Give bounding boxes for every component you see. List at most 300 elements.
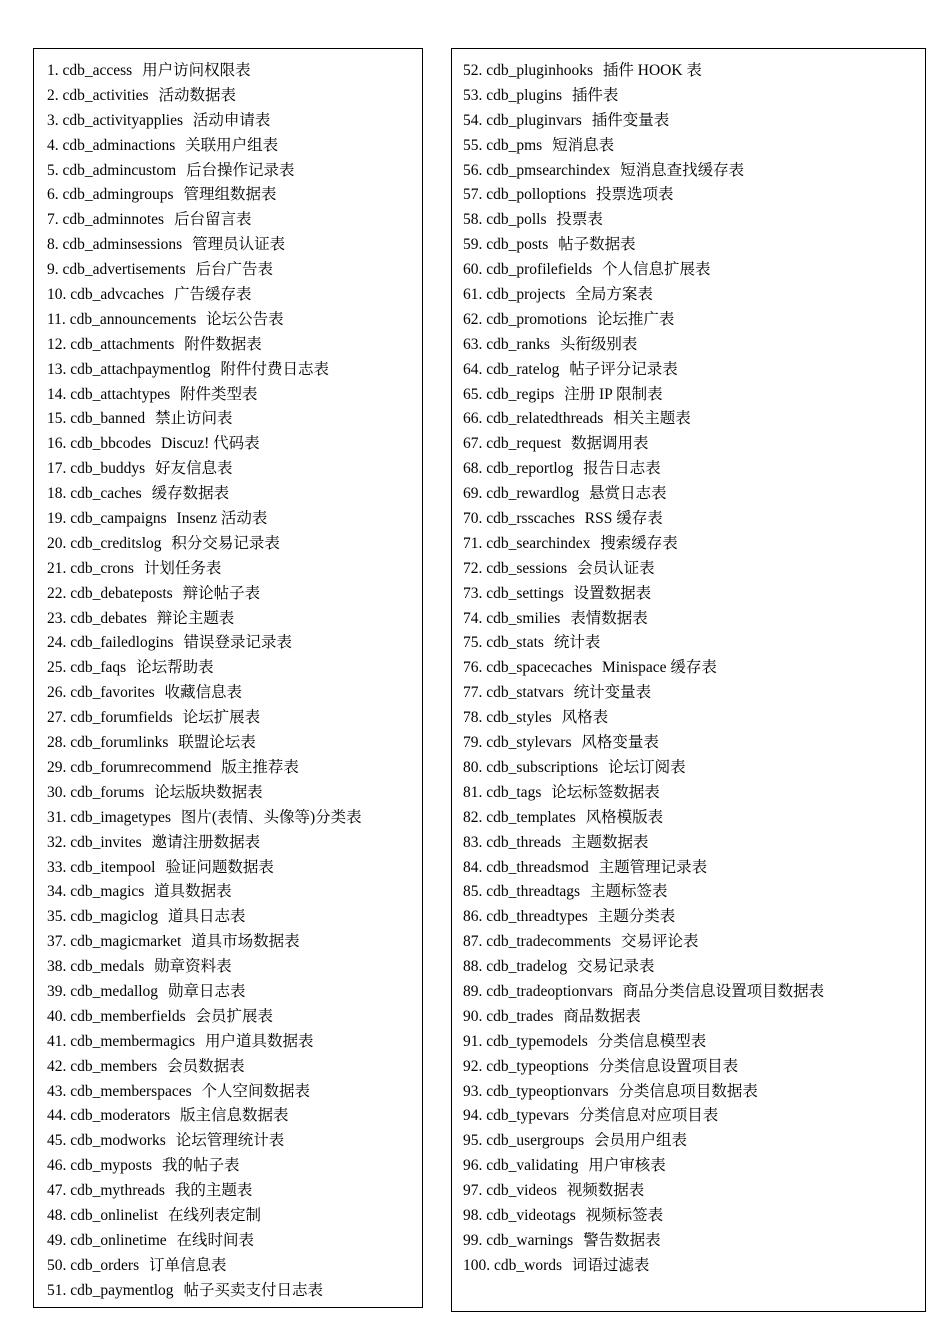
table-description: 辩论主题表 (156, 609, 235, 627)
entry-number: 22. (47, 584, 67, 602)
entry-number: 10. (47, 286, 67, 304)
list-item (47, 856, 362, 881)
table-name: cdb_templates (486, 808, 576, 826)
table-name: cdb_favorites (70, 684, 155, 702)
table-name: cdb_invites (70, 833, 142, 851)
table-description: 附件付费日志表 (220, 360, 329, 378)
table-name: cdb_stats (486, 634, 544, 652)
list-item (47, 532, 362, 557)
entry-number: 57. (463, 186, 483, 204)
left-table-list (47, 59, 362, 1304)
table-description: 插件 HOOK 表 (602, 62, 702, 79)
table-name: cdb_members (70, 1057, 158, 1075)
table-description: 禁止访问表 (155, 410, 233, 428)
table-description: 辩论帖子表 (182, 584, 261, 602)
entry-number: 82. (463, 808, 483, 826)
table-description: 活动数据表 (158, 86, 236, 104)
table-name: cdb_pmsearchindex (486, 161, 611, 179)
entry-number: 83. (463, 833, 483, 851)
entry-number: 87. (463, 933, 483, 951)
table-name: cdb_warnings (486, 1231, 574, 1249)
table-name: cdb_medals (70, 958, 145, 976)
list-item (47, 1005, 362, 1030)
table-description: 邀请注册数据表 (151, 833, 261, 851)
table-description: 在线时间表 (176, 1231, 255, 1249)
table-description: 用户道具数据表 (204, 1032, 314, 1050)
list-item (463, 631, 824, 656)
table-name: cdb_paymentlog (70, 1281, 174, 1299)
list-item (47, 731, 362, 756)
list-item (463, 432, 824, 457)
table-name: cdb_faqs (70, 659, 127, 677)
table-description: 个人信息扩展表 (602, 261, 711, 279)
table-name: cdb_tags (486, 783, 542, 801)
entry-number: 61. (463, 286, 483, 304)
list-item (463, 308, 824, 333)
table-name: cdb_magics (70, 883, 145, 901)
list-item (47, 656, 362, 681)
list-item (463, 731, 824, 756)
list-item (463, 831, 824, 856)
list-item (47, 930, 362, 955)
table-description: 论坛标签数据表 (551, 783, 660, 801)
table-description: 道具市场数据表 (191, 933, 300, 951)
entry-number: 35. (47, 908, 67, 926)
table-description: 统计变量表 (573, 684, 652, 702)
table-name: cdb_settings (486, 584, 564, 602)
table-name: cdb_forumfields (70, 709, 173, 727)
table-name: cdb_tradelog (486, 958, 568, 976)
entry-number: 66. (463, 410, 483, 428)
entry-number: 44. (47, 1107, 67, 1125)
table-name: cdb_threads (486, 833, 562, 851)
entry-number: 16. (47, 435, 67, 453)
table-name: cdb_imagetypes (70, 808, 171, 826)
list-item (47, 59, 362, 84)
list-item (47, 1204, 362, 1229)
entry-number: 18. (47, 485, 67, 503)
table-name: cdb_videotags (486, 1206, 576, 1224)
table-description: 后台广告表 (195, 261, 273, 279)
table-name: cdb_rewardlog (486, 485, 580, 503)
table-name: cdb_activities (62, 86, 149, 104)
entry-number: 95. (463, 1132, 483, 1150)
table-description: 帖子数据表 (558, 236, 636, 254)
entry-number: 59. (463, 236, 483, 254)
table-name: cdb_profilefields (486, 261, 593, 279)
table-name: cdb_words (494, 1256, 563, 1274)
entry-number: 71. (463, 534, 483, 552)
table-description: 错误登录记录表 (183, 634, 292, 652)
entry-number: 50. (47, 1256, 67, 1274)
table-description: 会员认证表 (577, 559, 655, 577)
table-description: 版主推荐表 (221, 758, 299, 776)
table-description: 插件变量表 (591, 111, 670, 129)
table-description: 会员用户组表 (594, 1132, 688, 1150)
table-description: 活动申请表 (192, 111, 271, 129)
entry-number: 1. (47, 62, 59, 79)
entry-number: 65. (463, 385, 483, 403)
table-description: 交易评论表 (620, 933, 699, 951)
table-name: cdb_typemodels (486, 1032, 588, 1050)
table-description: 论坛版块数据表 (154, 783, 263, 801)
list-item (463, 1204, 824, 1229)
table-description: 主题数据表 (571, 833, 649, 851)
list-item (47, 383, 362, 408)
table-name: cdb_advcaches (70, 286, 165, 304)
table-description: 我的帖子表 (161, 1157, 240, 1175)
list-item (47, 283, 362, 308)
table-description: 分类信息设置项目表 (598, 1057, 739, 1075)
entry-number: 43. (47, 1082, 67, 1100)
table-description: 论坛公告表 (206, 310, 284, 328)
list-item (47, 1179, 362, 1204)
table-name: cdb_campaigns (70, 510, 167, 528)
entry-number: 93. (463, 1082, 483, 1100)
list-item (463, 706, 824, 731)
table-name: cdb_debates (70, 609, 147, 627)
entry-number: 80. (463, 758, 483, 776)
list-item (47, 333, 362, 358)
table-description: 搜索缓存表 (600, 534, 678, 552)
table-name: cdb_posts (486, 236, 549, 254)
entry-number: 69. (463, 485, 483, 503)
table-name: cdb_usergroups (486, 1132, 585, 1150)
list-item (47, 183, 362, 208)
list-item (463, 806, 824, 831)
table-name: cdb_crons (70, 559, 134, 577)
entry-number: 68. (463, 460, 483, 478)
table-description: 交易记录表 (577, 958, 655, 976)
table-name: cdb_magicmarket (70, 933, 182, 951)
table-description: 后台留言表 (173, 211, 252, 229)
entry-number: 12. (47, 335, 67, 353)
entry-number: 88. (463, 958, 483, 976)
table-name: cdb_caches (70, 485, 142, 503)
entry-number: 47. (47, 1182, 67, 1200)
entry-number: 34. (47, 883, 67, 901)
list-item (463, 1080, 824, 1105)
list-item (47, 1279, 362, 1304)
list-item (47, 1080, 362, 1105)
right-column-box (451, 48, 926, 1312)
entry-number: 63. (463, 335, 483, 353)
list-item (463, 358, 824, 383)
list-item (463, 507, 824, 532)
table-name: cdb_spacecaches (486, 659, 593, 677)
table-description: 广告缓存表 (173, 286, 252, 304)
entry-number: 96. (463, 1157, 483, 1175)
list-item (47, 507, 362, 532)
table-description: 在线列表定制 (167, 1206, 261, 1224)
list-item (463, 557, 824, 582)
entry-number: 45. (47, 1132, 67, 1150)
table-description: 插件表 (571, 86, 619, 104)
list-item (47, 955, 362, 980)
table-name: cdb_statvars (486, 684, 564, 702)
table-description: 主题管理记录表 (598, 858, 708, 876)
table-description: 订单信息表 (149, 1256, 227, 1274)
list-item (463, 955, 824, 980)
table-name: cdb_onlinelist (70, 1206, 159, 1224)
entry-number: 72. (463, 559, 483, 577)
table-description: 论坛管理统计表 (175, 1132, 285, 1150)
entry-number: 46. (47, 1157, 67, 1175)
table-name: cdb_projects (486, 286, 566, 304)
table-name: cdb_sessions (486, 559, 568, 577)
entry-number: 62. (463, 310, 483, 328)
entry-number: 24. (47, 634, 67, 652)
table-name: cdb_typeoptionvars (486, 1082, 609, 1100)
table-description: 短消息查找缓存表 (620, 161, 745, 179)
entry-number: 15. (47, 410, 67, 428)
table-name: cdb_reportlog (486, 460, 574, 478)
list-item (47, 631, 362, 656)
entry-number: 11. (47, 310, 66, 328)
table-description: 视频数据表 (566, 1182, 645, 1200)
list-item (463, 407, 824, 432)
entry-number: 2. (47, 86, 59, 104)
list-item (47, 407, 362, 432)
table-description: 计划任务表 (143, 559, 222, 577)
table-name: cdb_onlinetime (70, 1231, 167, 1249)
list-item (47, 781, 362, 806)
list-item (463, 333, 824, 358)
table-description: 附件数据表 (184, 335, 262, 353)
list-item (47, 1104, 362, 1129)
table-name: cdb_myposts (70, 1157, 153, 1175)
table-name: cdb_bbcodes (70, 435, 152, 453)
table-description: 版主信息数据表 (179, 1107, 289, 1125)
table-description: 个人空间数据表 (201, 1082, 311, 1100)
entry-number: 29. (47, 758, 67, 776)
list-item (463, 1005, 824, 1030)
list-item (47, 831, 362, 856)
table-name: cdb_request (486, 435, 562, 453)
entry-number: 37. (47, 933, 67, 951)
table-name: cdb_medallog (70, 982, 159, 1000)
entry-number: 5. (47, 161, 59, 179)
list-item (463, 109, 824, 134)
table-name: cdb_stylevars (486, 734, 572, 752)
list-item (463, 880, 824, 905)
list-item (47, 457, 362, 482)
table-description: 用户访问权限表 (142, 62, 251, 79)
entry-number: 81. (463, 783, 483, 801)
list-item (47, 482, 362, 507)
table-name: cdb_adminsessions (62, 236, 183, 254)
list-item (463, 258, 824, 283)
list-item (463, 457, 824, 482)
table-description: 好友信息表 (155, 460, 233, 478)
list-item (47, 1129, 362, 1154)
list-item (47, 134, 362, 159)
entry-number: 32. (47, 833, 67, 851)
table-name: cdb_typevars (486, 1107, 569, 1125)
table-name: cdb_styles (486, 709, 552, 727)
table-description: 悬赏日志表 (589, 485, 667, 503)
table-name: cdb_pluginhooks (486, 62, 594, 79)
entry-number: 33. (47, 858, 67, 876)
table-description: 会员数据表 (167, 1057, 245, 1075)
table-description: 主题标签表 (589, 883, 668, 901)
list-item (47, 557, 362, 582)
table-description: 短消息表 (552, 136, 615, 154)
table-name: cdb_relatedthreads (486, 410, 604, 428)
entry-number: 13. (47, 360, 67, 378)
table-description: 用户审核表 (588, 1157, 666, 1175)
table-description: 论坛帮助表 (136, 659, 214, 677)
table-name: cdb_ranks (486, 335, 550, 353)
table-description: 头衔级别表 (559, 335, 638, 353)
table-description: 词语过滤表 (571, 1256, 650, 1274)
entry-number: 52. (463, 62, 483, 79)
table-description: RSS 缓存表 (584, 510, 663, 528)
table-description: 道具数据表 (154, 883, 232, 901)
list-item (47, 806, 362, 831)
list-item (47, 1030, 362, 1055)
table-description: 验证问题数据表 (165, 858, 274, 876)
list-item (463, 781, 824, 806)
list-item (47, 432, 362, 457)
entry-number: 55. (463, 136, 483, 154)
list-item (47, 233, 362, 258)
list-item (463, 1030, 824, 1055)
entry-number: 98. (463, 1206, 483, 1224)
entry-number: 56. (463, 161, 483, 179)
list-item (47, 582, 362, 607)
entry-number: 28. (47, 734, 67, 752)
list-item (463, 159, 824, 184)
list-item (463, 1179, 824, 1204)
table-name: cdb_adminactions (62, 136, 176, 154)
entry-number: 90. (463, 1007, 483, 1025)
entry-number: 20. (47, 534, 67, 552)
list-item (47, 258, 362, 283)
entry-number: 86. (463, 908, 483, 926)
list-item (463, 1129, 824, 1154)
list-item (47, 880, 362, 905)
entry-number: 23. (47, 609, 67, 627)
table-name: cdb_trades (486, 1007, 554, 1025)
table-description: 勋章资料表 (154, 958, 232, 976)
entry-number: 79. (463, 734, 483, 752)
entry-number: 9. (47, 261, 59, 279)
table-name: cdb_plugins (486, 86, 563, 104)
list-item (47, 607, 362, 632)
table-name: cdb_threadtypes (486, 908, 588, 926)
list-item (463, 756, 824, 781)
list-item (47, 358, 362, 383)
entry-number: 70. (463, 510, 483, 528)
list-item (463, 208, 824, 233)
table-description: 全局方案表 (575, 286, 653, 304)
entry-number: 48. (47, 1206, 67, 1224)
list-item (47, 84, 362, 109)
entry-number: 39. (47, 982, 67, 1000)
entry-number: 54. (463, 111, 483, 129)
list-item (463, 856, 824, 881)
entry-number: 53. (463, 86, 483, 104)
left-column-box (33, 48, 423, 1308)
list-item (463, 582, 824, 607)
list-item (47, 706, 362, 731)
table-description: 商品分类信息设置项目数据表 (622, 982, 825, 1000)
table-description: 后台操作记录表 (186, 161, 295, 179)
table-description: 图片(表情、头像等)分类表 (180, 808, 362, 826)
list-item (463, 183, 824, 208)
table-name: cdb_regips (486, 385, 555, 403)
list-item (463, 1055, 824, 1080)
list-item (463, 1254, 824, 1279)
table-description: 注册 IP 限制表 (564, 385, 663, 403)
table-name: cdb_admingroups (62, 186, 174, 204)
table-name: cdb_videos (486, 1182, 557, 1200)
table-name: cdb_ratelog (486, 360, 560, 378)
list-item (47, 308, 362, 333)
entry-number: 76. (463, 659, 483, 677)
table-description: 相关主题表 (613, 410, 691, 428)
list-item (463, 1229, 824, 1254)
list-item (47, 1229, 362, 1254)
table-description: 设置数据表 (573, 584, 652, 602)
table-name: cdb_subscriptions (486, 758, 599, 776)
entry-number: 60. (463, 261, 483, 279)
table-name: cdb_forumlinks (70, 734, 169, 752)
table-name: cdb_smilies (486, 609, 561, 627)
list-item (463, 233, 824, 258)
list-item (47, 681, 362, 706)
table-name: cdb_attachpaymentlog (70, 360, 211, 378)
table-description: Discuz! 代码表 (161, 435, 260, 453)
list-item (463, 1104, 824, 1129)
list-item (47, 1254, 362, 1279)
entry-number: 8. (47, 236, 59, 254)
entry-number: 25. (47, 659, 67, 677)
table-name: cdb_threadsmod (486, 858, 589, 876)
entry-number: 77. (463, 684, 483, 702)
table-description: 帖子评分记录表 (569, 360, 678, 378)
list-item (463, 84, 824, 109)
entry-number: 31. (47, 808, 67, 826)
table-description: 商品数据表 (563, 1007, 641, 1025)
list-item (463, 980, 824, 1005)
table-name: cdb_pluginvars (486, 111, 582, 129)
entry-number: 51. (47, 1281, 67, 1299)
table-name: cdb_banned (70, 410, 146, 428)
table-name: cdb_memberfields (70, 1007, 186, 1025)
right-table-list (463, 59, 824, 1279)
table-description: 主题分类表 (597, 908, 676, 926)
table-description: 管理员认证表 (192, 236, 286, 254)
entry-number: 85. (463, 883, 483, 901)
table-name: cdb_magiclog (70, 908, 159, 926)
table-description: 我的主题表 (174, 1182, 253, 1200)
table-name: cdb_itempool (70, 858, 156, 876)
entry-number: 64. (463, 360, 483, 378)
entry-number: 42. (47, 1057, 67, 1075)
table-description: 分类信息模型表 (597, 1032, 707, 1050)
table-name: cdb_admincustom (62, 161, 177, 179)
table-description: 道具日志表 (167, 908, 246, 926)
list-item (463, 905, 824, 930)
entry-number: 91. (463, 1032, 483, 1050)
table-description: 论坛扩展表 (182, 709, 261, 727)
entry-number: 49. (47, 1231, 67, 1249)
table-name: cdb_searchindex (486, 534, 591, 552)
table-description: 风格模版表 (585, 808, 664, 826)
entry-number: 75. (463, 634, 483, 652)
